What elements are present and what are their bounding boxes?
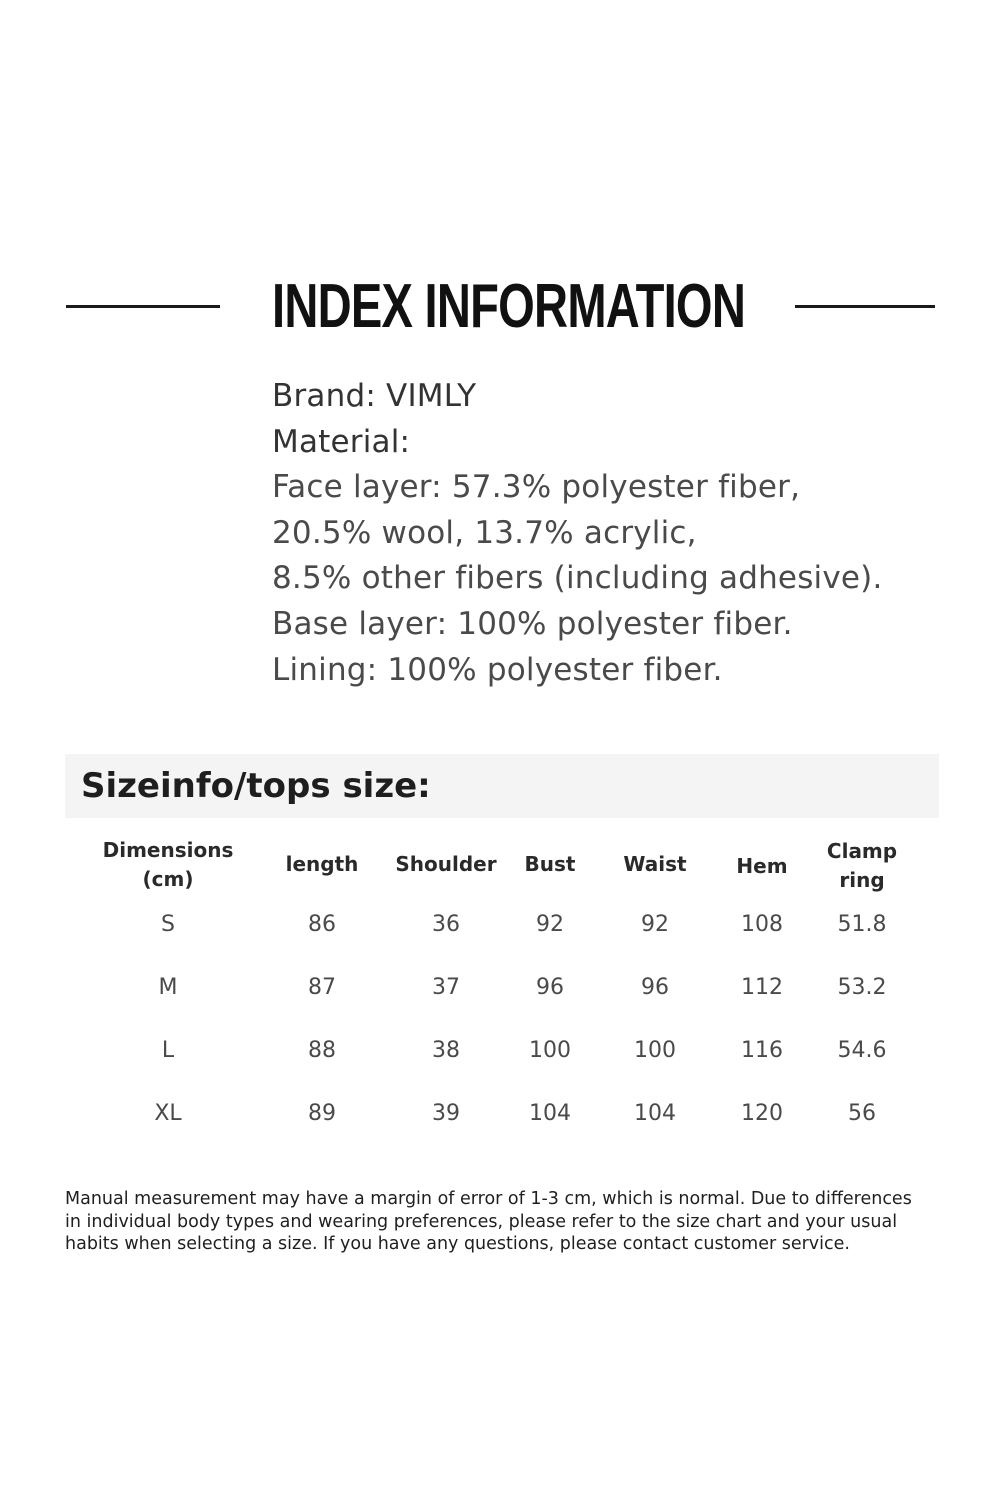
table-cell: 54.6: [837, 1038, 887, 1063]
table-cell: 100: [529, 1038, 571, 1063]
material-line: 20.5% wool, 13.7% acrylic,: [272, 514, 697, 551]
table-cell: 56: [848, 1101, 876, 1126]
column-header: Waist: [623, 852, 687, 876]
note-line: Manual measurement may have a margin of error of 1-3 cm, which is normal. Due to differences: [65, 1189, 912, 1209]
column-header: ring: [839, 868, 885, 892]
table-cell: 92: [536, 912, 564, 937]
column-header: Bust: [524, 852, 576, 876]
table-cell: 86: [308, 912, 336, 937]
table-cell: 116: [741, 1038, 783, 1063]
table-cell: 112: [741, 975, 783, 1000]
table-cell: 51.8: [837, 912, 887, 937]
table-cell: 96: [536, 975, 564, 1000]
table-cell: 104: [634, 1101, 676, 1126]
heading-right-rule: [795, 305, 935, 308]
table-cell: 104: [529, 1101, 571, 1126]
table-cell: 100: [634, 1038, 676, 1063]
table-cell: 37: [432, 975, 460, 1000]
table-cell: 89: [308, 1101, 336, 1126]
table-cell: 36: [432, 912, 460, 937]
brand-line: Brand: VIMLY: [272, 378, 477, 414]
table-cell: 53.2: [837, 975, 887, 1000]
column-header: length: [285, 852, 359, 876]
table-cell: 87: [308, 975, 336, 1000]
table-cell: 88: [308, 1038, 336, 1063]
size-table-title: Sizeinfo/tops size:: [81, 766, 431, 806]
material-line: 8.5% other fibers (including adhesive).: [272, 560, 883, 597]
material-line: Lining: 100% polyester fiber.: [272, 651, 723, 688]
table-cell: 120: [741, 1101, 783, 1126]
column-header: Hem: [736, 854, 788, 878]
size-label-cell: L: [161, 1038, 175, 1063]
table-cell: 92: [641, 912, 669, 937]
table-cell: 39: [432, 1101, 460, 1126]
table-cell: 38: [432, 1038, 460, 1063]
note-line: in individual body types and wearing preferences, please refer to the size chart and your usual: [65, 1211, 898, 1232]
size-table-header-bar: [65, 754, 939, 818]
size-label-cell: M: [158, 975, 178, 1000]
note-line: habits when selecting a size. If you have any questions, please contact customer service.: [65, 1234, 850, 1254]
heading-left-rule: [66, 305, 220, 308]
size-label-cell: XL: [154, 1101, 182, 1126]
table-cell: 96: [641, 975, 669, 1000]
column-header: Clamp: [826, 839, 898, 863]
page-title: INDEX INFORMATION: [272, 272, 746, 341]
column-header: (cm): [142, 867, 194, 891]
material-line: Face layer: 57.3% polyester fiber,: [272, 469, 801, 506]
size-label-cell: S: [161, 912, 175, 937]
size-table: [65, 830, 939, 1150]
table-cell: 108: [741, 912, 783, 937]
column-header: Dimensions: [102, 838, 234, 862]
product-info: [272, 374, 883, 693]
measurement-note: [65, 1188, 945, 1256]
column-header: Shoulder: [395, 852, 497, 876]
material-label: Material:: [272, 423, 411, 460]
material-line: Base layer: 100% polyester fiber.: [272, 605, 793, 642]
